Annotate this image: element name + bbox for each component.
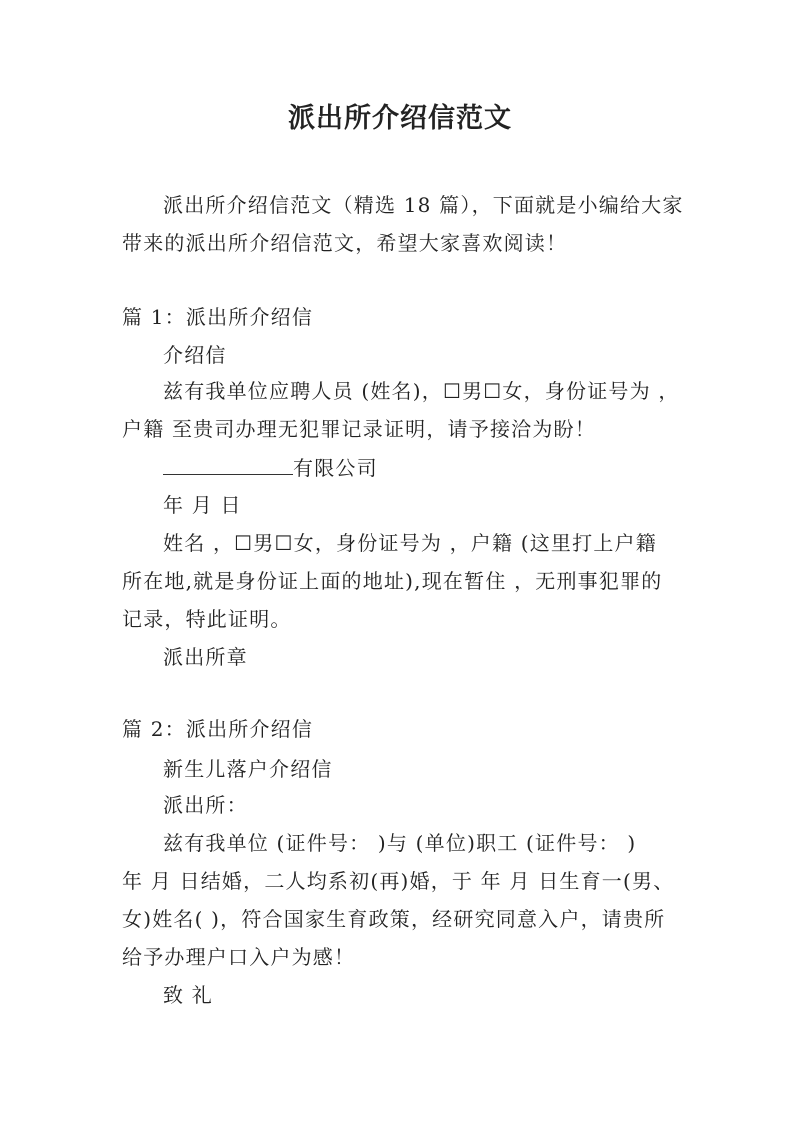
section-1-para-2-line-1: 姓名 ，☐男☐女，身份证号为 ，户籍 (这里打上户籍 xyxy=(163,531,657,555)
company-signature-line xyxy=(163,452,378,483)
intro-line-1: 派出所介绍信范文（精选 18 篇），下面就是小编给大家 xyxy=(163,193,684,217)
section-2-salutation: 派出所： xyxy=(163,793,248,817)
section-1-seal: 派出所章 xyxy=(163,645,248,669)
section-1-para-2-line-3: 记录，特此证明。 xyxy=(122,607,292,631)
section-1-para-1-line-1: 兹有我单位应聘人员 (姓名)，☐男☐女，身份证号为 ， xyxy=(163,379,680,403)
section-2-closing: 致 礼 xyxy=(163,983,213,1007)
section-2-heading: 篇 2：派出所介绍信 xyxy=(122,717,314,741)
company-suffix: 有限公司 xyxy=(293,456,378,480)
section-2-para-1-line-1: 兹有我单位 (证件号： )与 (单位)职工 (证件号： ) xyxy=(163,831,637,855)
company-name-blank xyxy=(163,452,293,475)
section-1-date: 年 月 日 xyxy=(163,493,242,517)
section-1-para-1-line-2: 户籍 至贵司办理无犯罪记录证明，请予接洽为盼！ xyxy=(122,417,596,441)
section-1-heading: 篇 1：派出所介绍信 xyxy=(122,305,314,329)
section-2-para-1-line-4: 给予办理户口入户为感！ xyxy=(122,945,356,969)
section-1-subheading: 介绍信 xyxy=(163,343,227,367)
section-2-subheading: 新生儿落户介绍信 xyxy=(163,757,333,781)
section-2-para-1-line-2: 年 月 日结婚，二人均系初(再)婚，于 年 月 日生育一(男、 xyxy=(122,869,675,893)
document-title: 派出所介绍信范文 xyxy=(288,103,512,134)
section-2-para-1-line-3: 女)姓名( )，符合国家生育政策，经研究同意入户，请贵所 xyxy=(122,907,666,931)
section-1-para-2-line-2: 所在地,就是身份证上面的地址),现在暂住 ，无刑事犯罪的 xyxy=(122,569,663,593)
intro-line-2: 带来的派出所介绍信范文，希望大家喜欢阅读！ xyxy=(122,231,568,255)
